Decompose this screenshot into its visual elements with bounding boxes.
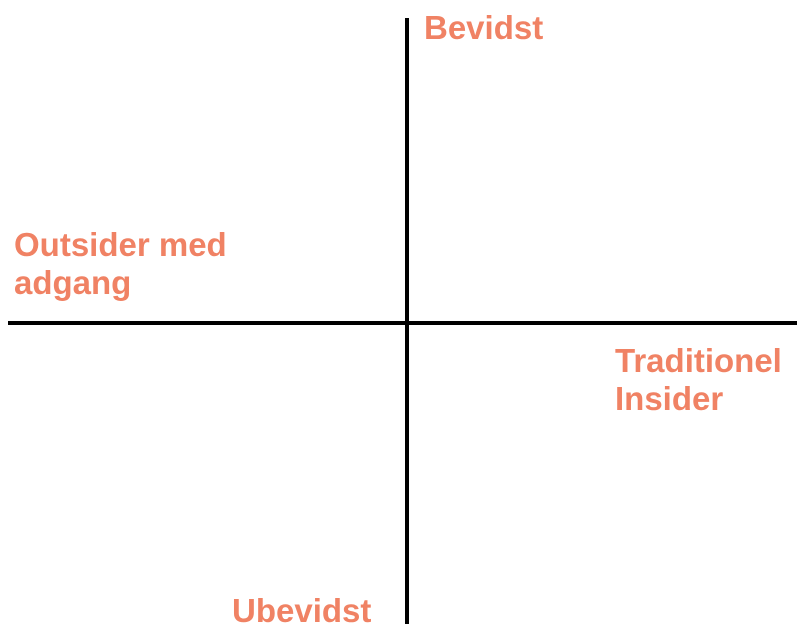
right-label-line-2: Insider bbox=[615, 380, 724, 417]
left-label-line-1: Outsider med bbox=[14, 226, 227, 263]
right-quadrant-label bbox=[615, 342, 782, 418]
bottom-axis-label: Ubevidst bbox=[232, 592, 372, 629]
left-quadrant-label bbox=[14, 226, 227, 302]
left-label-line-2: adgang bbox=[14, 264, 132, 301]
horizontal-axis bbox=[8, 321, 797, 325]
top-axis-label: Bevidst bbox=[424, 9, 544, 46]
right-label-line-1: Traditionel bbox=[615, 342, 782, 379]
